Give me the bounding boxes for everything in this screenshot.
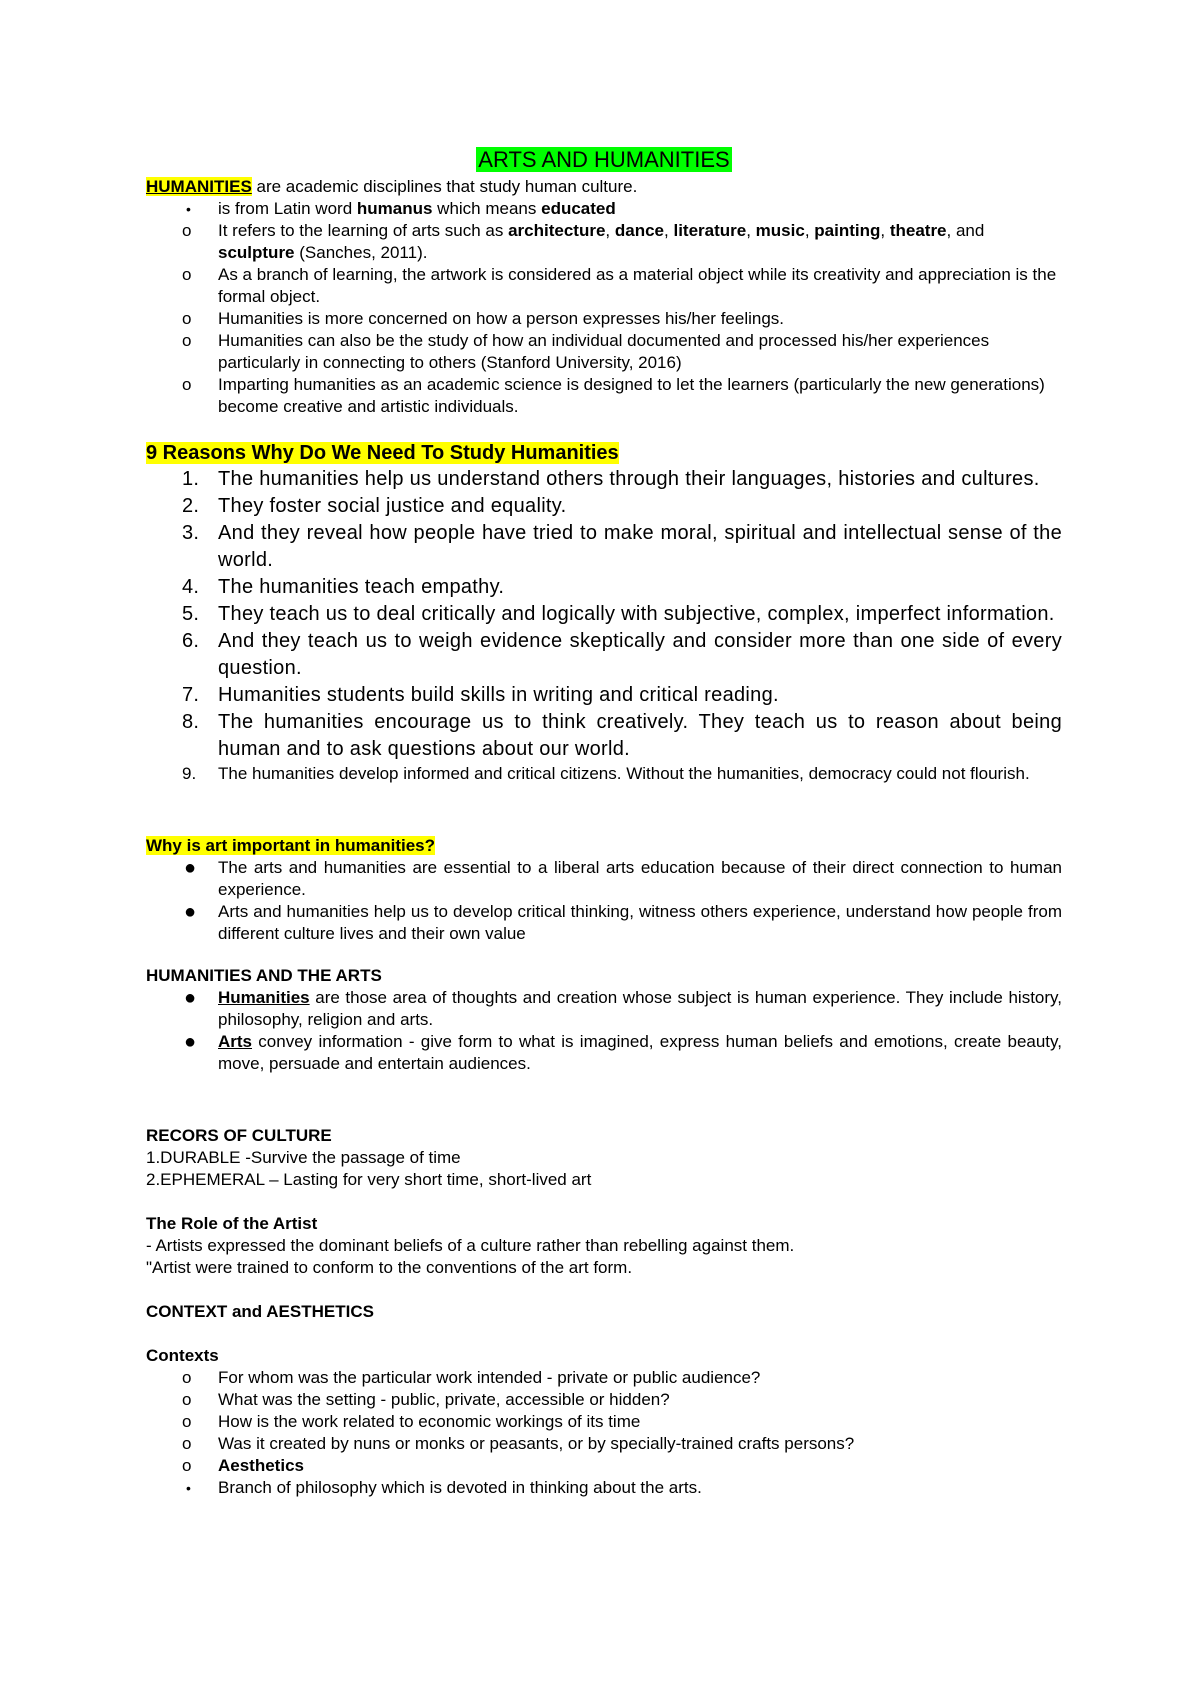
reason-text: They teach us to deal critically and logically with subjective, complex, imperfect information. [218, 603, 1055, 625]
circle-bullet-icon: o [182, 375, 192, 394]
list-number: 9. [182, 764, 197, 783]
circle-bullet-icon: o [182, 1456, 192, 1475]
role-line: - Artists expressed the dominant beliefs of a culture rather than rebelling against them. [146, 1236, 795, 1255]
contexts-list [146, 1367, 1062, 1455]
list-item [146, 220, 1062, 264]
circle-bullet-icon: o [182, 1368, 192, 1387]
list-item [146, 857, 1062, 901]
item-text: What was the setting - public, private, accessible or hidden? [218, 1390, 670, 1409]
aesthetics-list [146, 1477, 1062, 1499]
intro-text: are academic disciplines that study human culture. [251, 177, 638, 196]
item-text: As a branch of learning, the artwork is considered as a material object while its creativity and appreciation is the formal object. [218, 265, 1057, 306]
bold-text: literature [673, 221, 747, 240]
item-text: How is the work related to economic workings of its time [218, 1412, 641, 1431]
document-content [146, 146, 1062, 1499]
item-text: It refers to the learning of arts such as [218, 221, 509, 240]
bold-text: theatre [889, 221, 947, 240]
item-text: , [664, 221, 674, 240]
bullet-icon: ● [184, 987, 197, 1009]
list-number: 5. [182, 603, 200, 625]
reasons-heading: 9 Reasons Why Do We Need To Study Humanities [146, 442, 619, 464]
reason-text: The humanities help us understand others through their languages, histories and cultures. [218, 468, 1040, 490]
role-lines [146, 1235, 1062, 1279]
list-number: 8. [182, 711, 200, 733]
dot-bullet-icon: • [186, 1480, 191, 1496]
term: Humanities [218, 988, 310, 1007]
record-line: 2.EPHEMERAL – Lasting for very short time, short-lived art [146, 1170, 592, 1189]
bold-text: educated [541, 199, 616, 218]
reason-item [146, 628, 1062, 682]
page-title: ARTS AND HUMANITIES [478, 147, 730, 172]
bold-text: sculpture [218, 243, 295, 262]
bullet-icon: ● [184, 857, 197, 879]
intro-paragraph [146, 176, 1062, 198]
bold-text: dance [614, 221, 665, 240]
intro-term: HUMANITIES [146, 177, 252, 196]
aesthetics-item [146, 1455, 1062, 1477]
term: Arts [218, 1032, 253, 1051]
circle-bullet-icon: o [182, 331, 192, 350]
reason-text: The humanities teach empathy. [218, 576, 505, 598]
item-text: Humanities can also be the study of how an individual documented and processed his/her experiences particularly in connecting to others (Stanford University, 2016) [218, 331, 990, 372]
reason-item [146, 466, 1062, 493]
reasons-list [146, 466, 1062, 785]
reason-text: Humanities students build skills in writing and critical reading. [218, 684, 779, 706]
reason-item [146, 709, 1062, 763]
bold-text: humanus [356, 199, 433, 218]
item-text: , [605, 221, 615, 240]
spacer [146, 1075, 1062, 1125]
bullet-icon: ● [184, 901, 197, 923]
role-line: "Artist were trained to conform to the conventions of the art form. [146, 1258, 633, 1277]
circle-bullet-icon: o [182, 1390, 192, 1409]
list-number: 4. [182, 576, 200, 598]
circle-bullet-icon: o [182, 1412, 192, 1431]
item-text: Was it created by nuns or monks or peasants, or by specially-trained crafts persons? [218, 1434, 855, 1453]
spacer [146, 1323, 1062, 1345]
list-number: 7. [182, 684, 200, 706]
reason-item [146, 763, 1062, 785]
circle-bullet-icon: o [182, 221, 192, 240]
item-text: , [880, 221, 890, 240]
dot-bullet-icon: • [186, 201, 191, 217]
item-text: , [804, 221, 815, 240]
list-item [146, 1433, 1062, 1455]
item-text: , [746, 221, 756, 240]
reason-text: And they reveal how people have tried to make moral, spiritual and intellectual sense of the world. [218, 522, 1062, 571]
item-text: The arts and humanities are essential to a liberal arts education because of their direct connection to human experience. [218, 858, 1062, 899]
spacer [146, 1279, 1062, 1301]
reason-text: They foster social justice and equality. [218, 495, 567, 517]
context-heading: CONTEXT and AESTHETICS [146, 1302, 374, 1321]
aesthetics-heading: Aesthetics [218, 1456, 304, 1475]
reason-item [146, 682, 1062, 709]
humanities-arts-heading: HUMANITIES AND THE ARTS [146, 966, 382, 985]
list-item [146, 1031, 1062, 1075]
reason-item [146, 520, 1062, 574]
record-line: 1.DURABLE -Survive the passage of time [146, 1148, 461, 1167]
list-number: 1. [182, 468, 200, 490]
list-item [146, 198, 1062, 220]
item-text: , and [946, 221, 985, 240]
reason-text: The humanities develop informed and critical citizens. Without the humanities, democracy could not flourish. [218, 764, 1030, 783]
item-text: Imparting humanities as an academic science is designed to let the learners (particularly the new generations) become creative and artistic individuals. [218, 375, 1045, 416]
list-number: 3. [182, 522, 200, 544]
item-text: Humanities is more concerned on how a person expresses his/her feelings. [218, 309, 785, 328]
humanities-points-list [146, 198, 1062, 418]
list-item [146, 308, 1062, 330]
spacer [146, 945, 1062, 965]
reason-item [146, 574, 1062, 601]
list-item [146, 987, 1062, 1031]
why-heading: Why is art important in humanities? [146, 836, 436, 855]
item-text: For whom was the particular work intended - private or public audience? [218, 1368, 761, 1387]
reason-text: The humanities encourage us to think creatively. They teach us to reason about being human and to ask questions about our world. [218, 711, 1062, 760]
list-item [146, 1389, 1062, 1411]
bold-text: architecture [508, 221, 606, 240]
reason-text: And they teach us to weigh evidence skeptically and consider more than one side of every question. [218, 630, 1062, 679]
item-text: which means [432, 199, 542, 218]
bold-text: painting [814, 221, 881, 240]
list-item [146, 330, 1062, 374]
circle-bullet-icon: o [182, 309, 192, 328]
reason-item [146, 493, 1062, 520]
why-points-list [146, 857, 1062, 945]
item-text: are those area of thoughts and creation whose subject is human experience. They include history, philosophy, religion and arts. [218, 988, 1062, 1029]
list-item [146, 1367, 1062, 1389]
records-heading: RECORS OF CULTURE [146, 1126, 332, 1145]
reason-item [146, 601, 1062, 628]
item-text: convey information - give form to what is imagined, express human beliefs and emotions, create beauty, move, persuade and entertain audiences. [218, 1032, 1062, 1073]
item-text: is from Latin word [218, 199, 357, 218]
list-item [146, 1477, 1062, 1499]
spacer [146, 785, 1062, 835]
list-item [146, 1411, 1062, 1433]
list-item [146, 264, 1062, 308]
list-number: 2. [182, 495, 200, 517]
list-item [146, 374, 1062, 418]
humanities-arts-list [146, 987, 1062, 1075]
item-text: Branch of philosophy which is devoted in thinking about the arts. [218, 1478, 702, 1497]
circle-bullet-icon: o [182, 265, 192, 284]
records-lines [146, 1147, 1062, 1191]
item-text: Arts and humanities help us to develop critical thinking, witness others experience, understand how people from different culture lives and their own value [218, 902, 1062, 943]
bold-text: music [755, 221, 805, 240]
circle-bullet-icon: o [182, 1434, 192, 1453]
contexts-heading: Contexts [146, 1346, 219, 1365]
spacer [146, 1191, 1062, 1213]
list-item [146, 901, 1062, 945]
list-number: 6. [182, 630, 200, 652]
item-text: (Sanches, 2011). [294, 243, 428, 262]
role-heading: The Role of the Artist [146, 1214, 318, 1233]
bullet-icon: ● [184, 1031, 197, 1053]
